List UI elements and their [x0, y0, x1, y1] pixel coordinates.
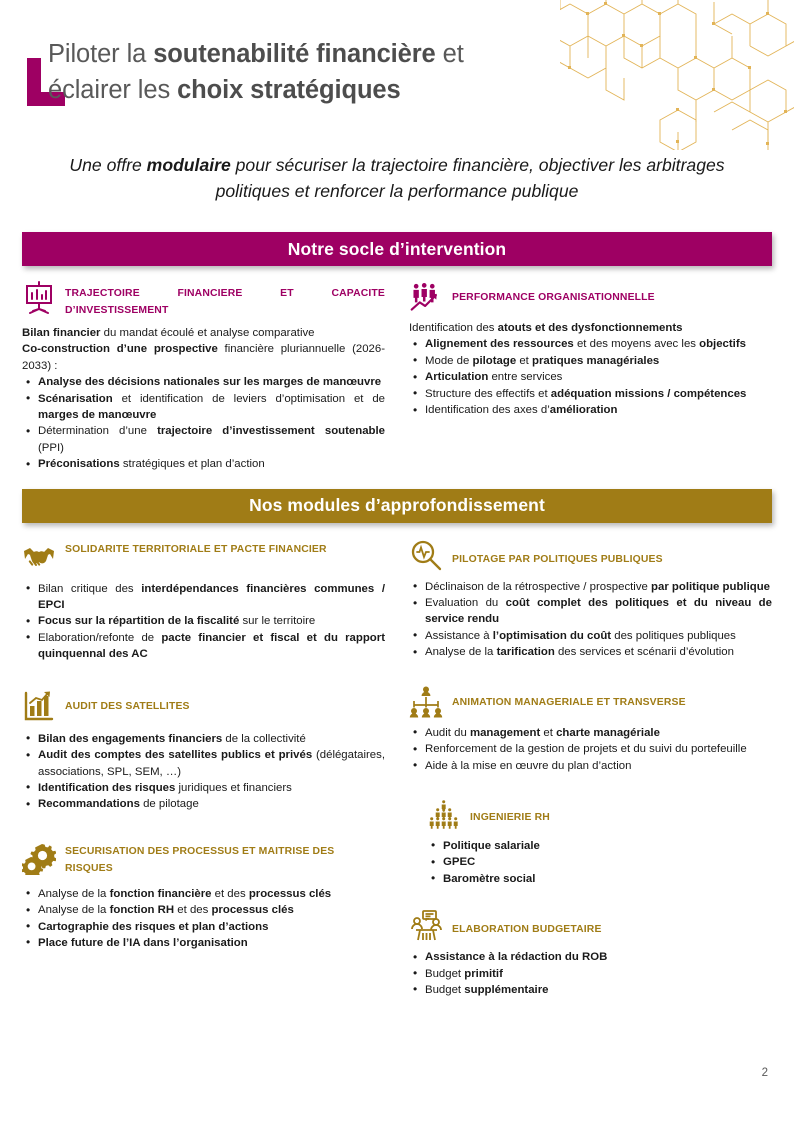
module-header: [427, 798, 772, 832]
meeting-budget-icon: [409, 909, 443, 943]
module-bullet-list: [22, 374, 385, 472]
section-socle-columns: [0, 280, 794, 473]
module-performance-organisationnelle: [409, 280, 772, 418]
module-header: [22, 539, 385, 573]
title-text-bold-b: choix stratégiques: [177, 76, 401, 104]
bullet-item: • GPEC: [427, 854, 772, 870]
module-securisation-processus: [22, 841, 385, 952]
modules-right-column: [397, 539, 772, 999]
bullet-item: • Détermination d’une trajectoire d’investissement soutenable (PPI): [22, 423, 385, 456]
module-lead: Bilan financier du mandat écoulé et analyse comparative Co-construction d’une prospective financière pluriannuelle (2026-2033) :: [22, 327, 385, 372]
bullet-item: • Bilan des engagements financiers de la collectivité: [22, 731, 385, 747]
bullet-item: • Articulation entre services: [409, 369, 772, 385]
modules-left-column: [22, 539, 397, 999]
subtitle-text-a: Une offre: [69, 155, 147, 175]
bullet-item: • Bilan critique des interdépendances financières communes / EPCI: [22, 581, 385, 614]
module-header: [409, 539, 772, 573]
socle-right-column: [397, 280, 772, 473]
module-title: ANIMATION MANAGERIALE ET TRANSVERSE: [452, 696, 686, 708]
presentation-chart-icon: [22, 280, 56, 314]
bullet-item: • Assistance à la rédaction du ROB: [409, 949, 772, 965]
header: [0, 0, 794, 204]
module-audit-satellites: [22, 689, 385, 813]
module-animation-manageriale: [409, 685, 772, 774]
bullet-item: • Focus sur la répartition de la fiscalité sur le territoire: [22, 613, 385, 629]
bullet-item: • Elaboration/refonte de pacte financier et fiscal et du rapport quinquennal des AC: [22, 630, 385, 663]
bullet-item: • Analyse de la fonction RH et des processus clés: [22, 902, 385, 918]
bullet-item: • Audit du management et charte managériale: [409, 725, 772, 741]
bullet-item: • Evaluation du coût complet des politiques et du niveau de service rendu: [409, 595, 772, 628]
banner-label: Nos modules d’approfondissement: [249, 495, 545, 516]
module-trajectoire-financiere: [22, 280, 385, 473]
bullet-item: • Renforcement de la gestion de projets et du suivi du portefeuille: [409, 741, 772, 757]
banner-notre-socle: [22, 232, 772, 266]
module-title: SOLIDARITE TERRITORIALE ET PACTE FINANCIER: [65, 543, 327, 555]
module-header: [409, 909, 772, 943]
module-header: [409, 280, 772, 314]
title-text-d: éclairer les: [48, 76, 178, 104]
bullet-item: • Préconisations stratégiques et plan d’action: [22, 456, 385, 472]
subtitle-text-c: pour sécuriser la trajectoire financière, objectiver les arbitrages politiques et renforcer la performance publique: [215, 155, 725, 201]
bullet-item: • Identification des risques juridiques et financiers: [22, 780, 385, 796]
page-number: 2: [761, 1067, 768, 1079]
banner-nos-modules: [22, 489, 772, 523]
magnifier-pulse-icon: [409, 539, 443, 573]
module-title: INGENIERIE RH: [470, 811, 550, 823]
bullet-item: • Mode de pilotage et pratiques managériales: [409, 353, 772, 369]
module-title: PILOTAGE PAR POLITIQUES PUBLIQUES: [452, 553, 663, 565]
module-title: TRAJECTOIRE FINANCIERE ET CAPACITE D’INVESTISSEMENT: [65, 288, 385, 316]
module-bullet-list: [22, 731, 385, 813]
org-chart-icon: [409, 685, 443, 719]
module-title: SECURISATION DES PROCESSUS ET MAITRISE DES RISQUES: [65, 845, 335, 874]
module-lead: Identification des atouts et des dysfonctionnements: [409, 322, 683, 334]
bullet-item: • Budget supplémentaire: [409, 982, 772, 998]
bullet-item: • Baromètre social: [427, 871, 772, 887]
handshake-icon: [22, 539, 56, 573]
module-elaboration-budgetaire: [409, 909, 772, 998]
module-header: [22, 841, 385, 877]
bullet-item: • Identification des axes d’amélioration: [409, 402, 772, 418]
module-bullet-list: [409, 336, 772, 418]
module-title: AUDIT DES SATELLITES: [65, 700, 190, 712]
bullet-item: • Analyse de la tarification des services et scénarii d’évolution: [409, 644, 772, 660]
banner-label: Notre socle d’intervention: [287, 238, 507, 259]
page-subtitle: [36, 152, 758, 204]
bullet-item: • Aide à la mise en œuvre du plan d’action: [409, 758, 772, 774]
bullet-item: • Place future de l’IA dans l’organisation: [22, 935, 385, 951]
gears-icon: [22, 841, 56, 875]
module-bullet-list: [22, 581, 385, 663]
page-title: [48, 22, 584, 108]
bullet-item: • Scénarisation et identification de leviers d’optimisation et de marges de manœuvre: [22, 391, 385, 424]
module-header: [22, 689, 385, 723]
bar-chart-growth-icon: [22, 689, 56, 723]
module-ingenierie-rh: [409, 798, 772, 887]
module-bullet-list: [22, 886, 385, 952]
bullet-item: • Analyse des décisions nationales sur les marges de manœuvre: [22, 374, 385, 390]
bullet-item: • Alignement des ressources et des moyens avec les objectifs: [409, 336, 772, 352]
module-title: PERFORMANCE ORGANISATIONNELLE: [452, 292, 655, 303]
module-bullet-list: [409, 725, 772, 774]
bullet-item: • Audit des comptes des satellites publics et privés (délégataires, associations, SPL, SEM, …): [22, 747, 385, 780]
page-title-line-2: [48, 72, 584, 108]
module-header: [22, 280, 385, 319]
module-bullet-list: [409, 949, 772, 998]
socle-left-column: [22, 280, 397, 473]
title-text-bold-a: soutenabilité financière: [153, 40, 436, 68]
bullet-item: • Déclinaison de la rétrospective / prospective par politique publique: [409, 579, 772, 595]
bullet-item: • Recommandations de pilotage: [22, 796, 385, 812]
section-modules-columns: [0, 539, 794, 999]
module-bullet-list: [409, 579, 772, 661]
page-title-line-1: [48, 36, 584, 72]
bullet-item: • Analyse de la fonction financière et des processus clés: [22, 886, 385, 902]
subtitle-text-bold: modulaire: [146, 155, 231, 175]
module-title: ELABORATION BUDGETAIRE: [452, 924, 602, 936]
bullet-item: • Assistance à l’optimisation du coût des politiques publiques: [409, 628, 772, 644]
people-pyramid-icon: [427, 798, 461, 832]
people-growth-icon: [409, 280, 443, 314]
bullet-item: • Budget primitif: [409, 966, 772, 982]
bullet-item: • Politique salariale: [427, 838, 772, 854]
title-text-c: et: [435, 40, 464, 68]
module-bullet-list: [427, 838, 772, 887]
title-text-a: Piloter la: [48, 40, 154, 68]
module-header: [409, 685, 772, 719]
bullet-item: • Cartographie des risques et plan d’actions: [22, 919, 385, 935]
bullet-item: • Structure des effectifs et adéquation missions / compétences: [409, 386, 772, 402]
module-solidarite-territoriale: [22, 539, 385, 663]
module-pilotage-politiques-publiques: [409, 539, 772, 661]
